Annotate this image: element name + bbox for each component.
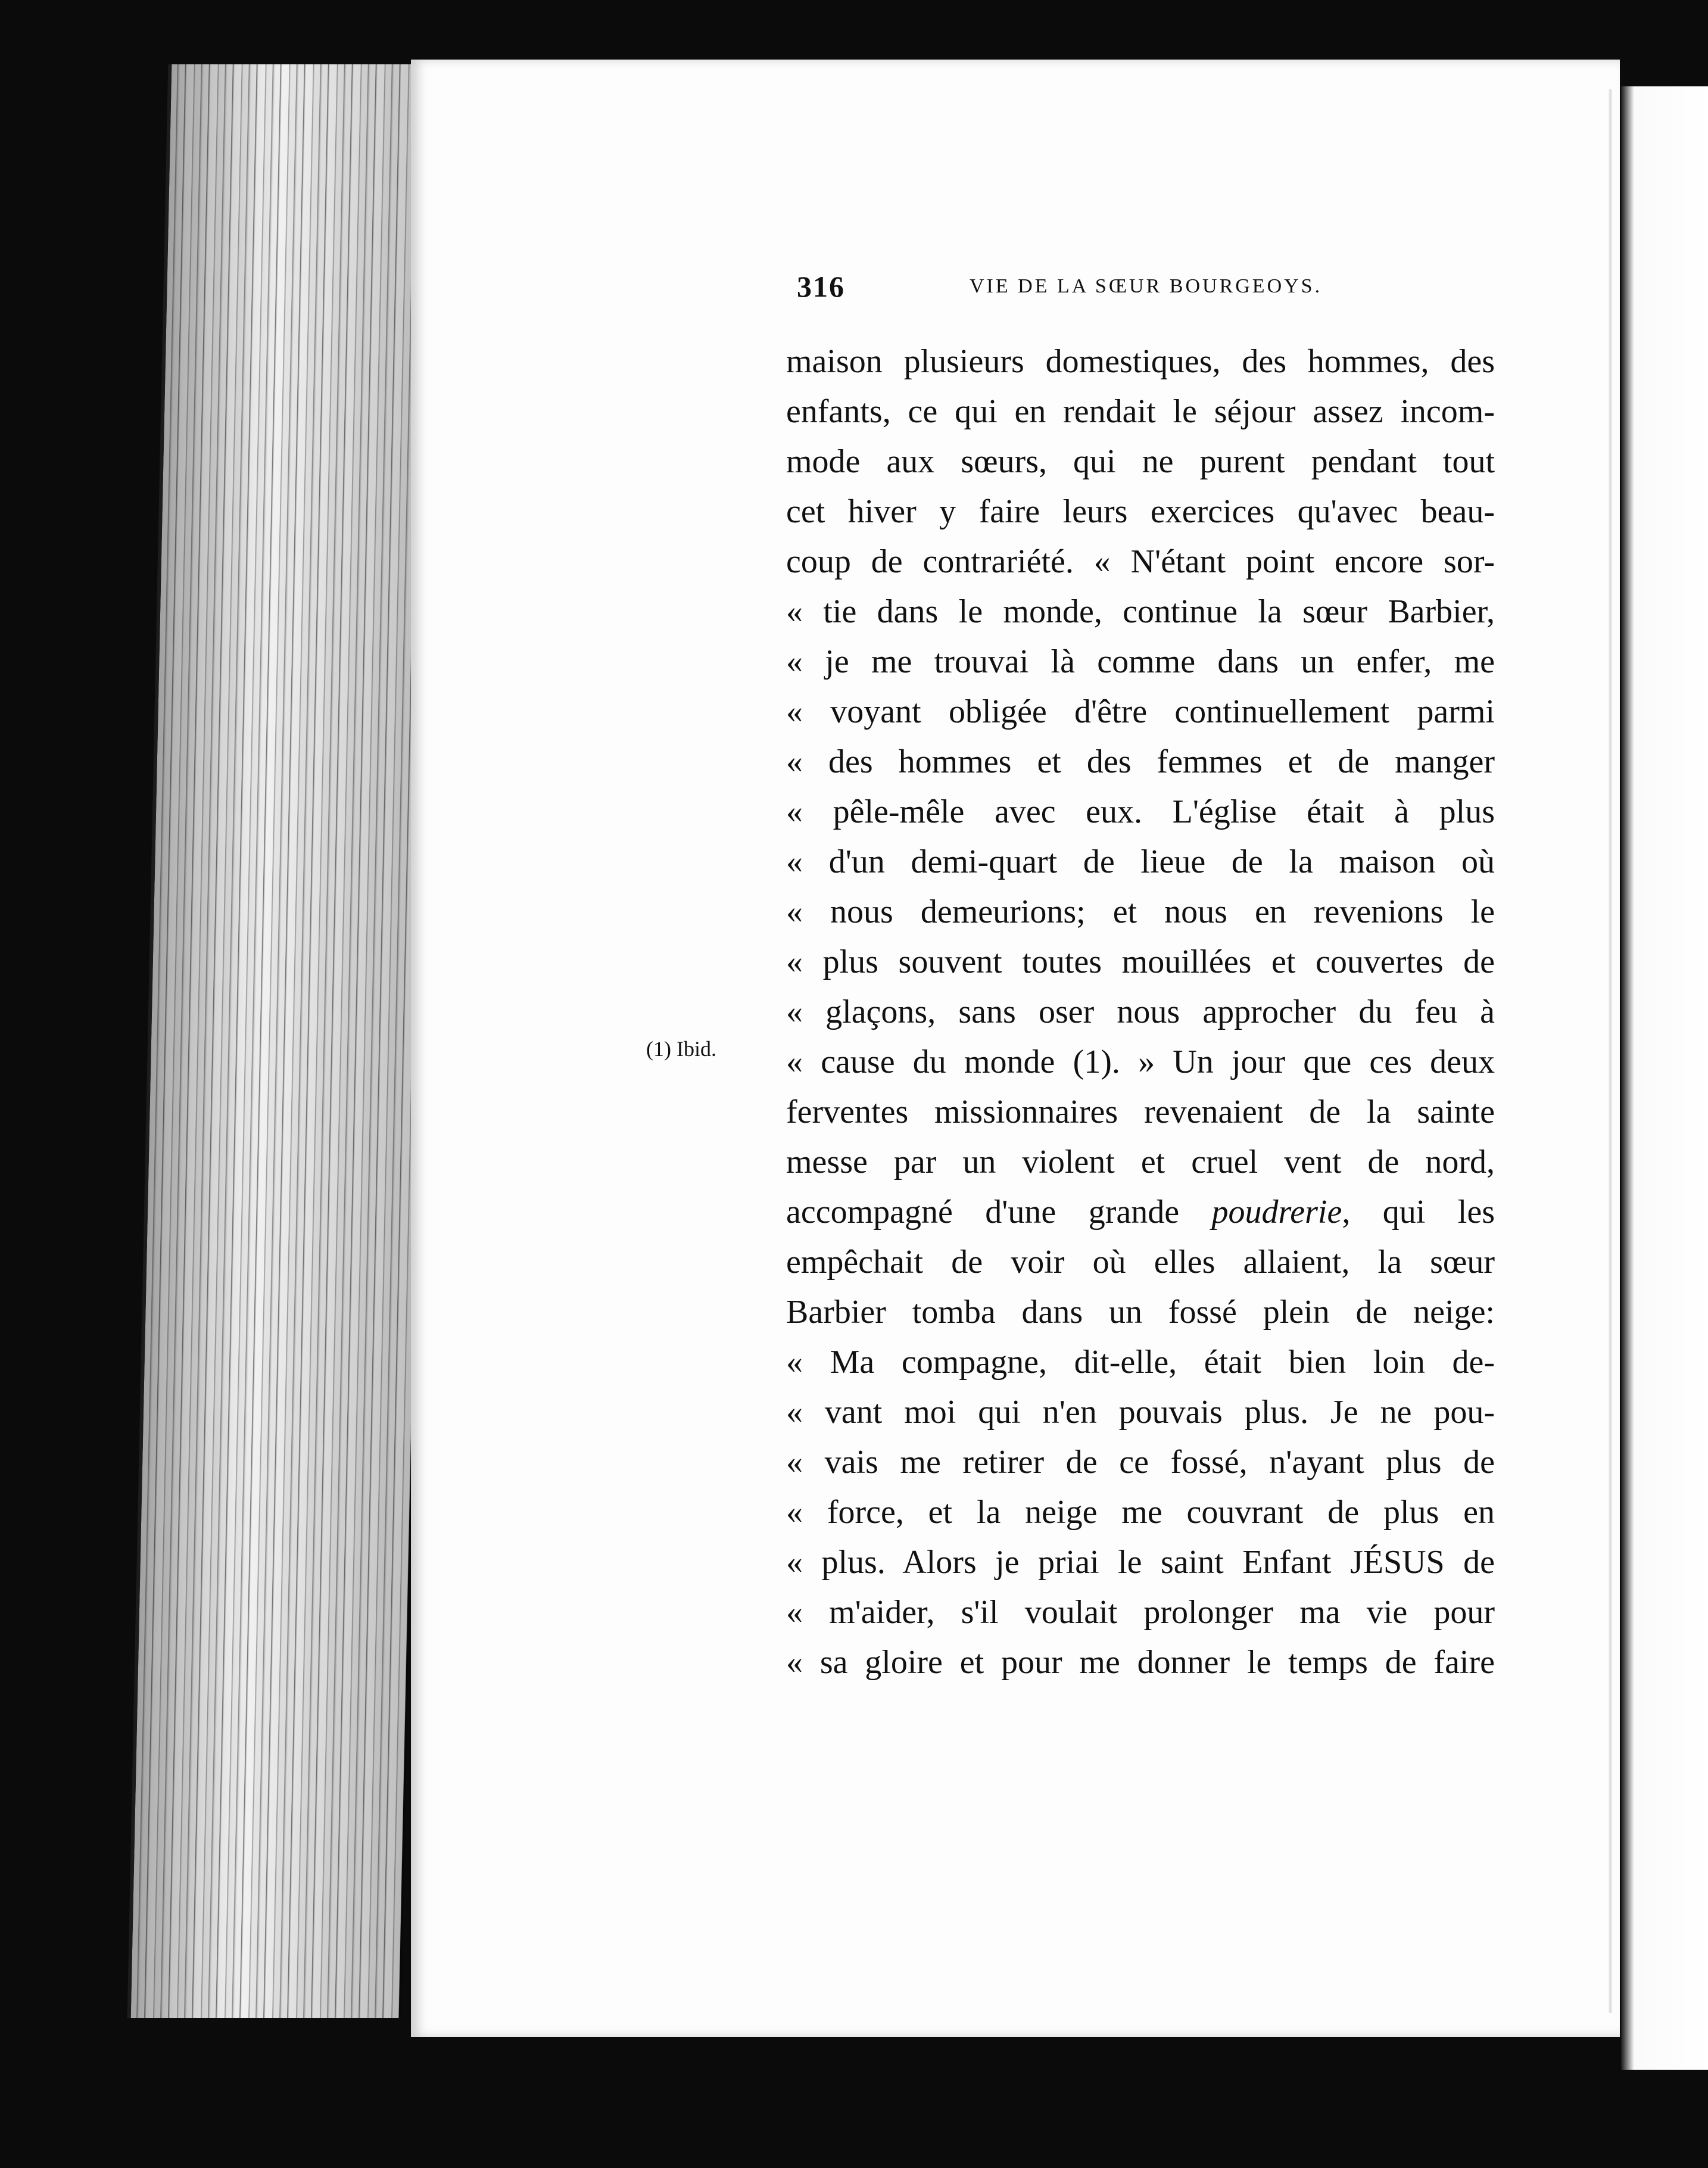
text-segment: , qui les (1342, 1194, 1495, 1231)
text-line: « plus. Alors je priai le saint Enfant JÉSUS de (786, 1544, 1495, 1581)
page-number: 316 (797, 270, 845, 303)
text-line: « force, et la neige me couvrant de plus en (786, 1494, 1495, 1531)
text-line: maison plusieurs domestiques, des hommes, des (786, 343, 1495, 380)
text-line: « nous demeurions; et nous en revenions le (786, 893, 1495, 930)
text-line: cet hiver y faire leurs exercices qu'avec beau- (786, 493, 1495, 530)
text-line: mode aux sœurs, qui ne purent pendant tout (786, 443, 1495, 480)
text-line: « sa gloire et pour me donner le temps de faire (786, 1644, 1495, 1681)
text-line: « des hommes et des femmes et de manger (786, 743, 1495, 780)
text-line-with-italic (786, 1187, 1495, 1237)
running-head (797, 269, 1357, 305)
text-line: « tie dans le monde, continue la sœur Barbier, (786, 593, 1495, 630)
text-line: ferventes missionnaires revenaient de la sainte (786, 1094, 1495, 1130)
text-line: enfants, ce qui en rendait le séjour assez incom- (786, 393, 1495, 430)
body-text (786, 337, 1495, 1687)
gutter (1608, 89, 1613, 2013)
text-line: empêchait de voir où elles allaient, la sœur (786, 1244, 1495, 1281)
text-line: Barbier tomba dans un fossé plein de neige: (786, 1294, 1495, 1331)
running-title: VIE DE LA SŒUR BOURGEOYS. (970, 275, 1323, 297)
text-line: « vais me retirer de ce fossé, n'ayant plus de (786, 1444, 1495, 1481)
text-line: messe par un violent et cruel vent de nord, (786, 1144, 1495, 1180)
text-line: « Ma compagne, dit-elle, était bien loin de- (786, 1344, 1495, 1381)
text-line: « voyant obligée d'être continuellement parmi (786, 693, 1495, 730)
text-line: « plus souvent toutes mouillées et couvertes de (786, 943, 1495, 980)
facing-page-edge (1621, 86, 1708, 2070)
text-line: « vant moi qui n'en pouvais plus. Je ne pou- (786, 1394, 1495, 1431)
text-line: coup de contrariété. « N'étant point encore sor- (786, 543, 1495, 580)
text-line: « pêle-mêle avec eux. L'église était à plus (786, 793, 1495, 830)
footnote: (1) Ibid. (646, 1037, 716, 1061)
text-line: « je me trouvai là comme dans un enfer, me (786, 643, 1495, 680)
text-line: « glaçons, sans oser nous approcher du feu à (786, 993, 1495, 1030)
text-line: « d'un demi-quart de lieue de la maison où (786, 843, 1495, 880)
page-edges (127, 64, 440, 2018)
italic-term: poudrerie (1211, 1194, 1342, 1231)
text-segment: accompagné d'une grande (786, 1194, 1212, 1231)
text-line: « m'aider, s'il voulait prolonger ma vie pour (786, 1594, 1495, 1631)
text-line: « cause du monde (1). » Un jour que ces deux (786, 1043, 1495, 1080)
